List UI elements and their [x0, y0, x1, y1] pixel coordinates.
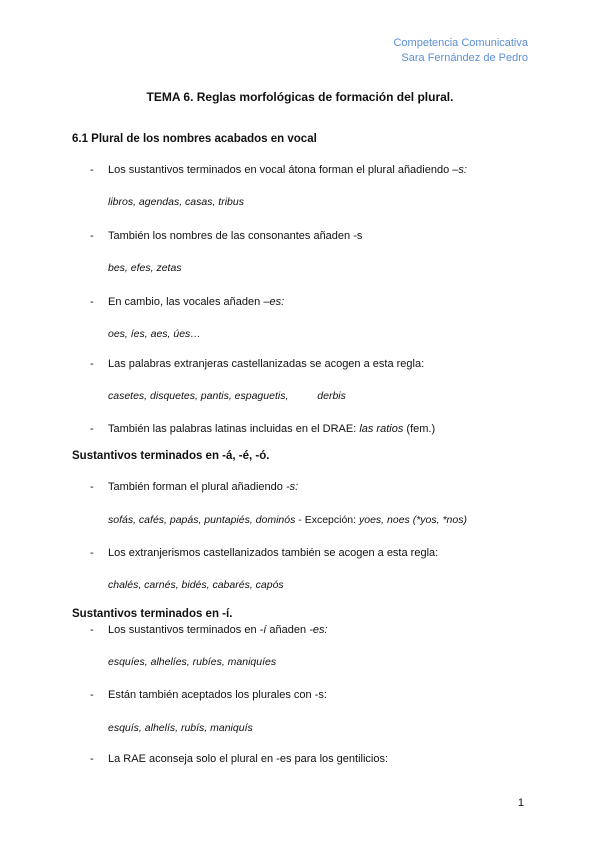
- section-heading-stressed: Sustantivos terminados en -á, -é, -ó.: [72, 450, 270, 462]
- example-line: bes, efes, zetas: [108, 262, 182, 274]
- example-line: esquíes, alhelíes, rubíes, maniquíes: [108, 656, 277, 668]
- document-header: [393, 36, 528, 66]
- bullet-dash: -: [90, 230, 94, 242]
- example-line: casetes, disquetes, pantis, espaguetis, derbis: [108, 390, 346, 402]
- example-line: libros, agendas, casas, tribus: [108, 196, 244, 208]
- section-heading-i: Sustantivos terminados en -í.: [72, 608, 233, 620]
- bullet-dash: -: [90, 481, 94, 493]
- bullet-dash: -: [90, 164, 94, 176]
- header-author: Sara Fernández de Pedro: [401, 52, 528, 64]
- bullet-dash: -: [90, 547, 94, 559]
- header-course: Competencia Comunicativa: [393, 37, 528, 49]
- example-line: esquís, alhelís, rubís, maniquís: [108, 722, 253, 734]
- bullet-dash: -: [90, 624, 94, 636]
- section-heading-vowel: 6.1 Plural de los nombres acabados en vocal: [72, 133, 317, 145]
- example-line: chalés, carnés, bidés, cabarés, capós: [108, 579, 284, 591]
- bullet-dash: -: [90, 753, 94, 765]
- page-title: TEMA 6. Reglas morfológicas de formación del plural.: [146, 90, 454, 104]
- bullet-dash: -: [90, 358, 94, 370]
- bullet-dash: -: [90, 296, 94, 308]
- example-line: oes, íes, aes, úes…: [108, 328, 201, 340]
- bullet-dash: -: [90, 689, 94, 701]
- bullet-dash: -: [90, 423, 94, 435]
- example-line: sofás, cafés, papás, puntapiés, dominós - Excepción: yoes, noes (*yos, *nos): [108, 514, 467, 526]
- page-number: 1: [517, 797, 524, 809]
